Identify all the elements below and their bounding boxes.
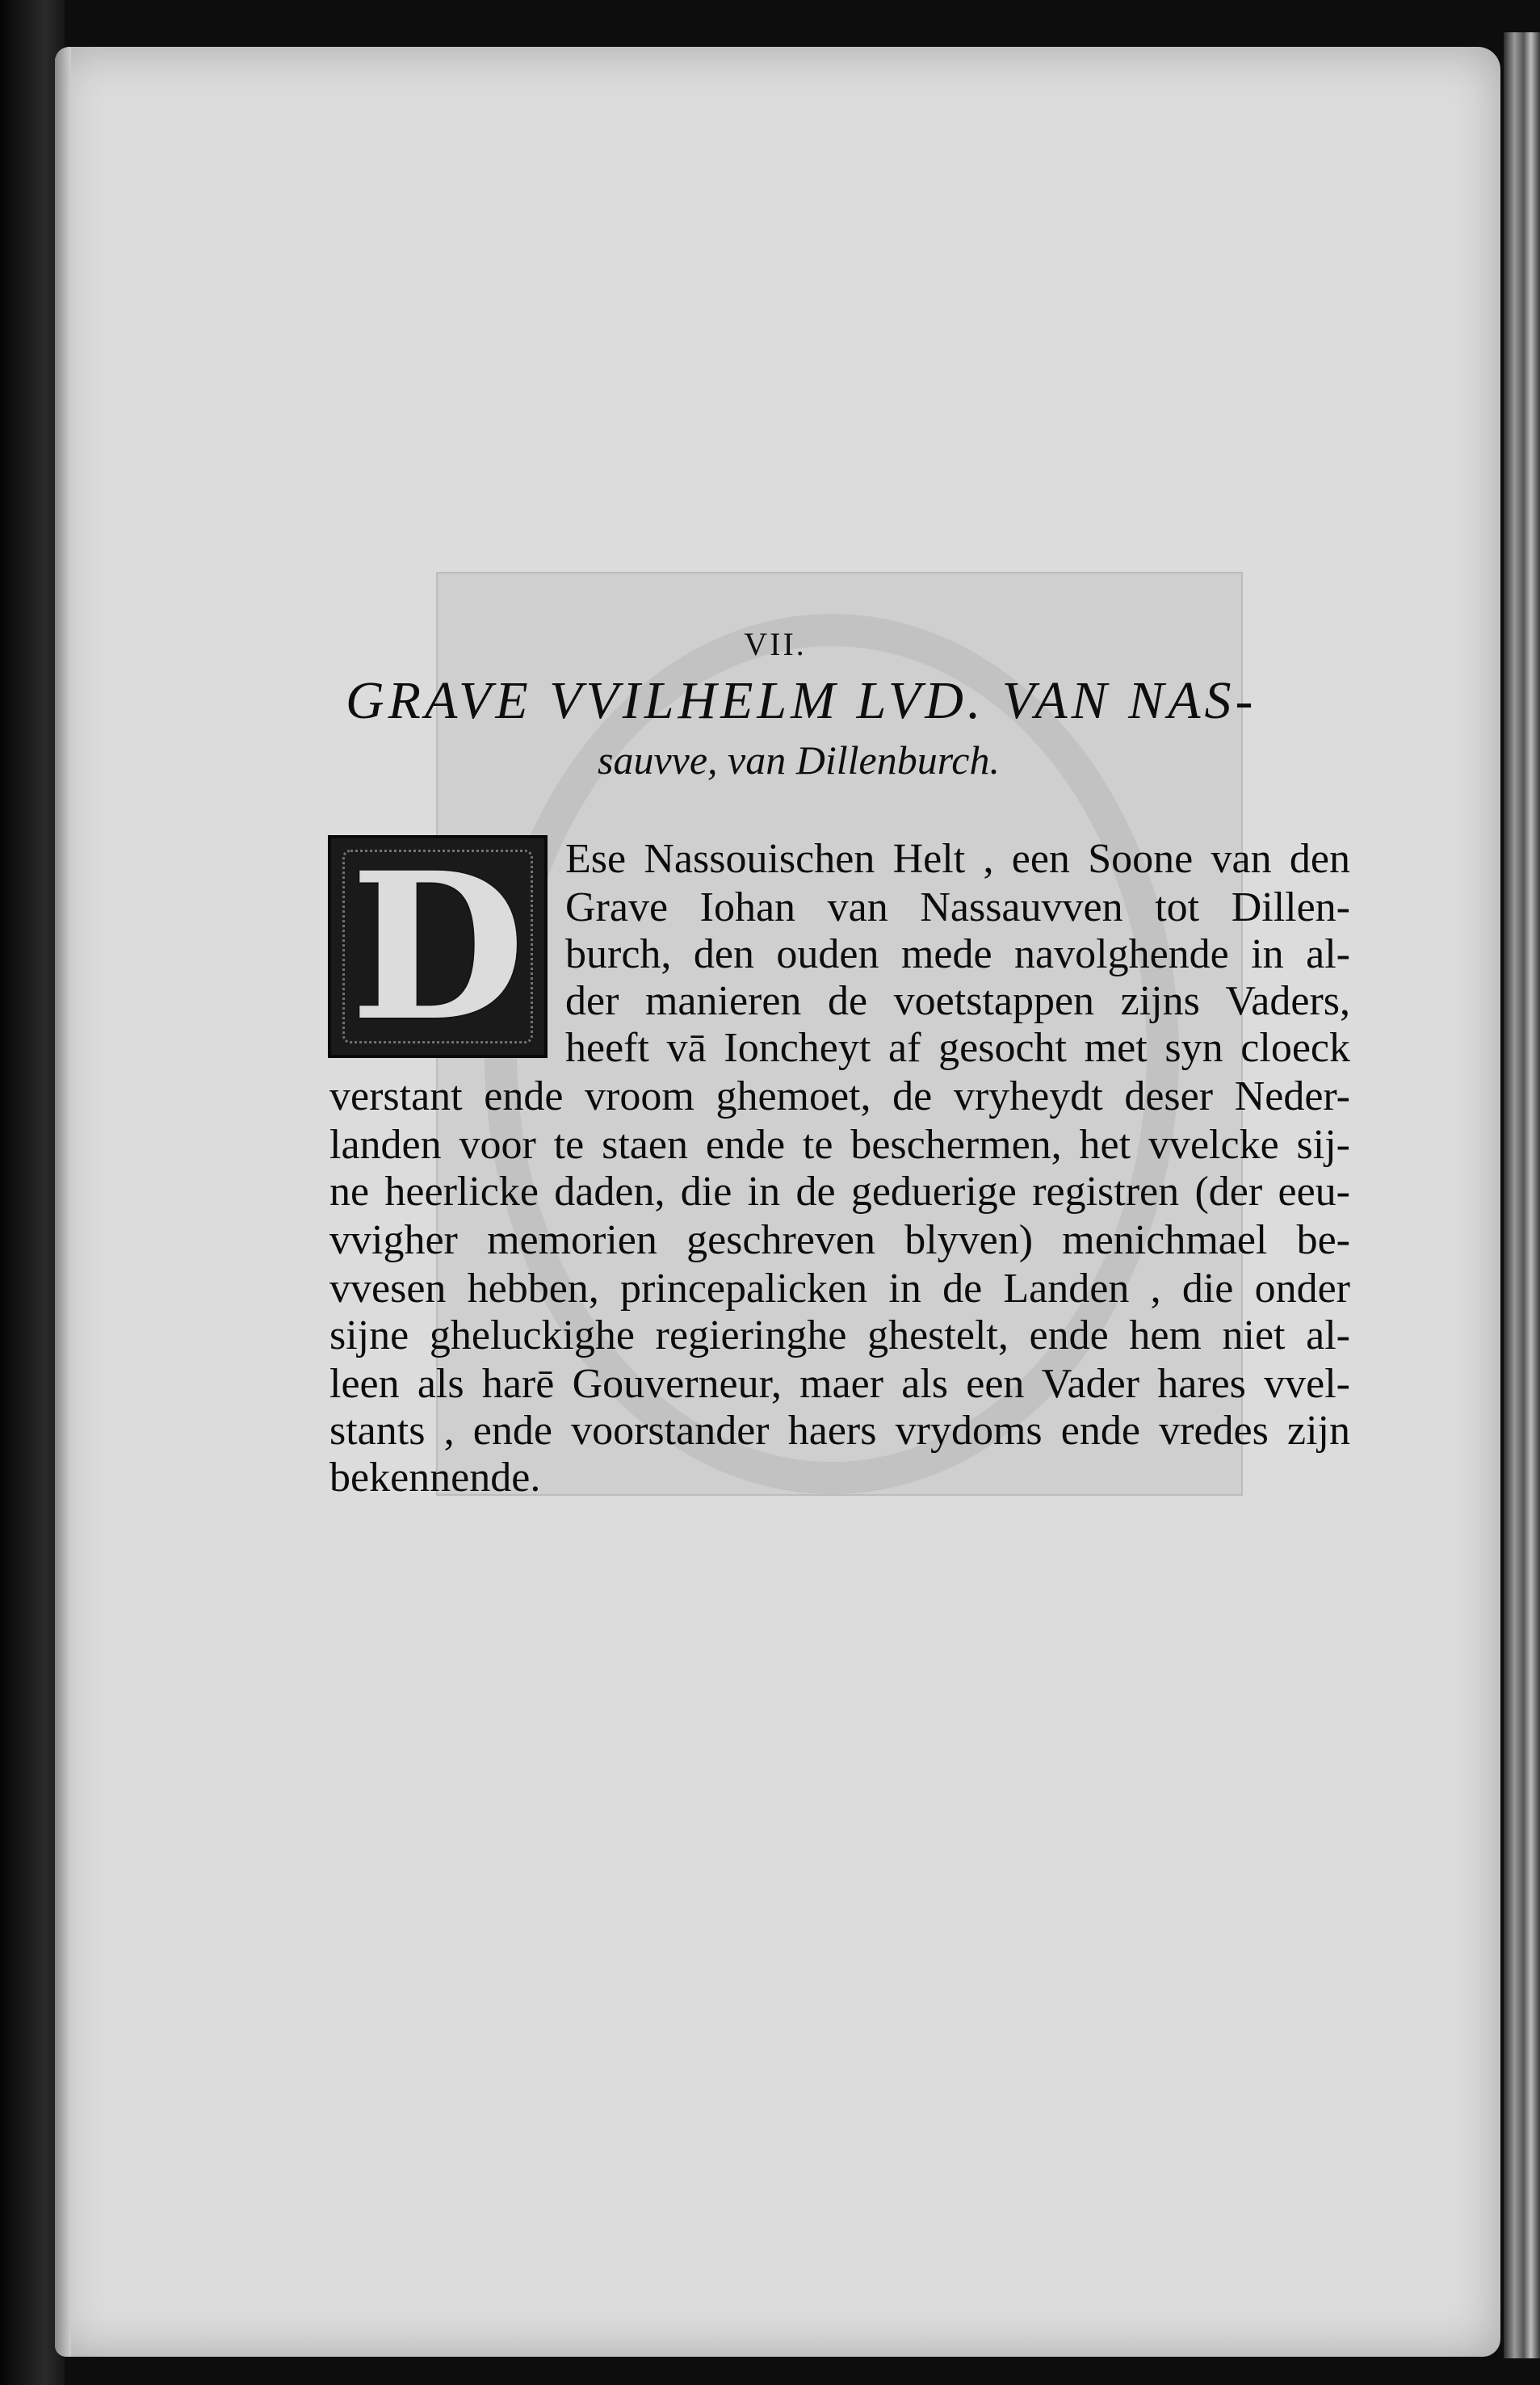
body-line-last: bekennende. — [329, 1455, 541, 1501]
body-line: heeft vā Ioncheyt af gesocht met syn cloeck — [565, 1025, 1350, 1071]
body-line: vvigher memorien geschreven blyven) menichmael be- — [329, 1217, 1350, 1263]
body-line: vvesen hebben, princepalicken in de Landen , die onder — [329, 1266, 1350, 1312]
body-line: burch, den ouden mede navolghende in al- — [565, 931, 1350, 977]
body-line: ne heerlicke daden, die in de geduerige registren (der eeu- — [329, 1169, 1350, 1215]
chapter-subtitle: sauvve, van Dillenburch. — [598, 737, 1000, 783]
body-line: Ese Nassouischen Helt , een Soone van den — [565, 836, 1350, 882]
initial-letter: D — [350, 828, 526, 1065]
body-line: verstant ende vroom ghemoet, de vryheydt deser Neder- — [329, 1073, 1350, 1119]
body-line: Grave Iohan van Nassauvven tot Dillen- — [565, 884, 1350, 930]
body-line: der manieren de voetstappen zijns Vaders, — [565, 978, 1350, 1024]
body-line: landen voor te staen ende te beschermen, het vvelcke sij- — [329, 1122, 1350, 1168]
chapter-title: GRAVE VVILHELM LVD. VAN NAS- — [346, 671, 1257, 730]
chapter-number: VII. — [744, 626, 807, 662]
body-line: leen als harē Gouverneur, maer als een Vader hares vvel- — [329, 1361, 1350, 1407]
decorated-initial — [328, 828, 548, 1065]
body-line: stants , ende voorstander haers vrydoms ende vredes zijn — [329, 1408, 1350, 1454]
body-line: sijne gheluckighe regieringhe ghestelt, ende hem niet al- — [329, 1312, 1350, 1358]
